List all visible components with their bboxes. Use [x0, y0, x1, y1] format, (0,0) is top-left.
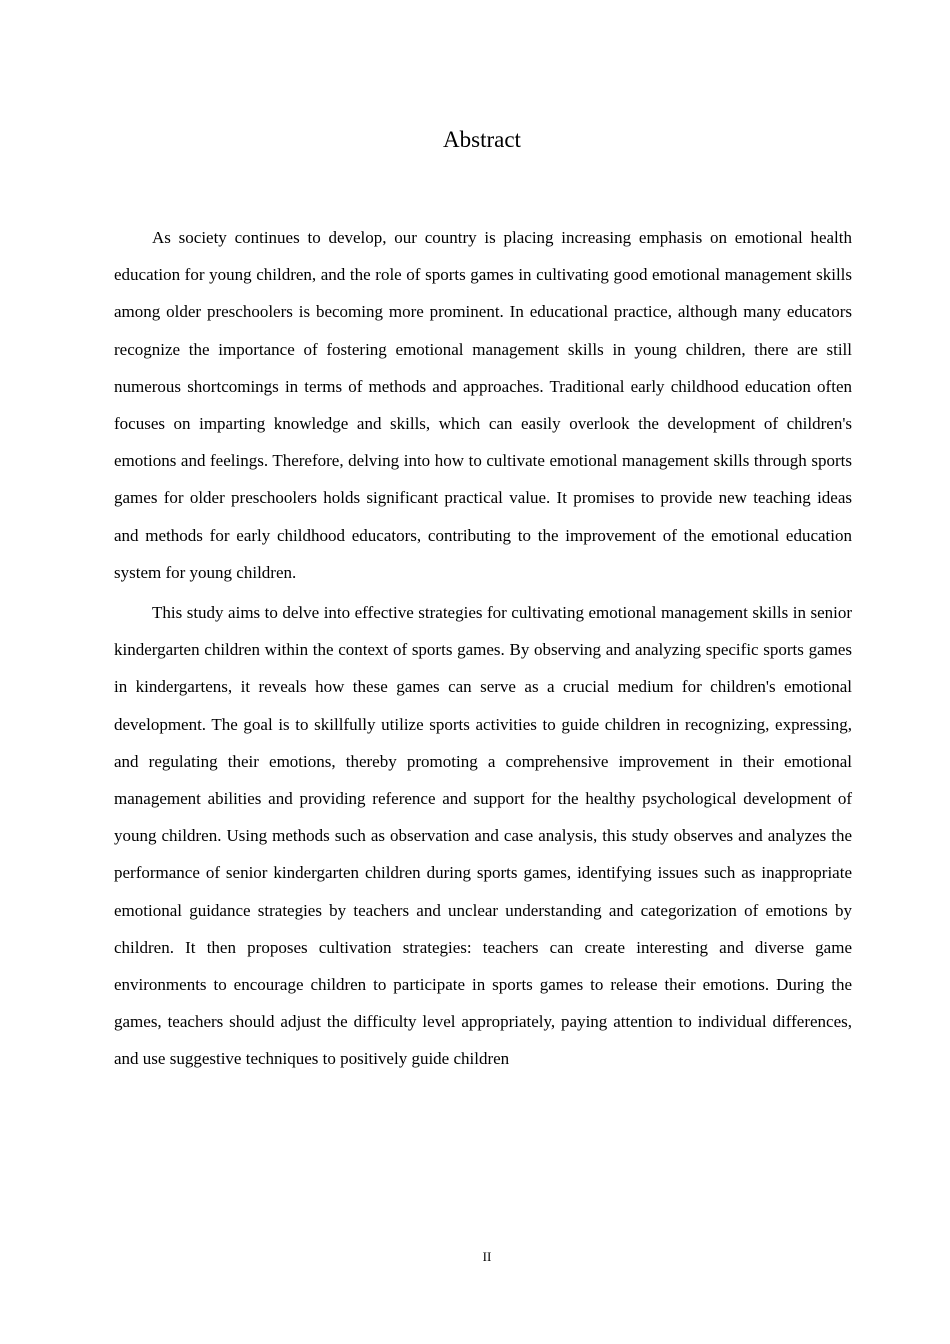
abstract-title: Abstract	[443, 127, 521, 152]
abstract-body	[114, 219, 852, 1078]
abstract-paragraph-2: This study aims to delve into effective strategies for cultivating emotional management skills in senior kindergarten children within the context of sports games. By observing and analyzing specific sports games in kindergartens, it reveals how these games can serve as a crucial medium for children's emotional development. The goal is to skillfully utilize sports activities to guide children in recognizing, expressing, and regulating their emotions, thereby promoting a comprehensive improvement in their emotional management abilities and providing reference and support for the healthy psychological development of young children. Using methods such as observation and case analysis, this study observes and analyzes the performance of senior kindergarten children during sports games, identifying issues such as inappropriate emotional guidance strategies by teachers and unclear understanding and categorization of emotions by children. It then proposes cultivation strategies: teachers can create interesting and diverse game environments to encourage children to participate in sports games to release their emotions. During the games, teachers should adjust the difficulty level appropriately, paying attention to individual differences, and use suggestive techniques to positively guide children	[114, 603, 852, 1069]
page-number: II	[482, 1249, 492, 1264]
abstract-paragraph-1: As society continues to develop, our country is placing increasing emphasis on emotional health education for young children, and the role of sports games in cultivating good emotional management skills among older preschoolers is becoming more prominent. In educational practice, although many educators recognize the importance of fostering emotional management skills in young children, there are still numerous shortcomings in terms of methods and approaches. Traditional early childhood education often focuses on imparting knowledge and skills, which can easily overlook the development of children's emotions and feelings. Therefore, delving into how to cultivate emotional management skills through sports games for older preschoolers holds significant practical value. It promises to provide new teaching ideas and methods for early childhood educators, contributing to the improvement of the emotional education system for young children.	[114, 228, 852, 582]
